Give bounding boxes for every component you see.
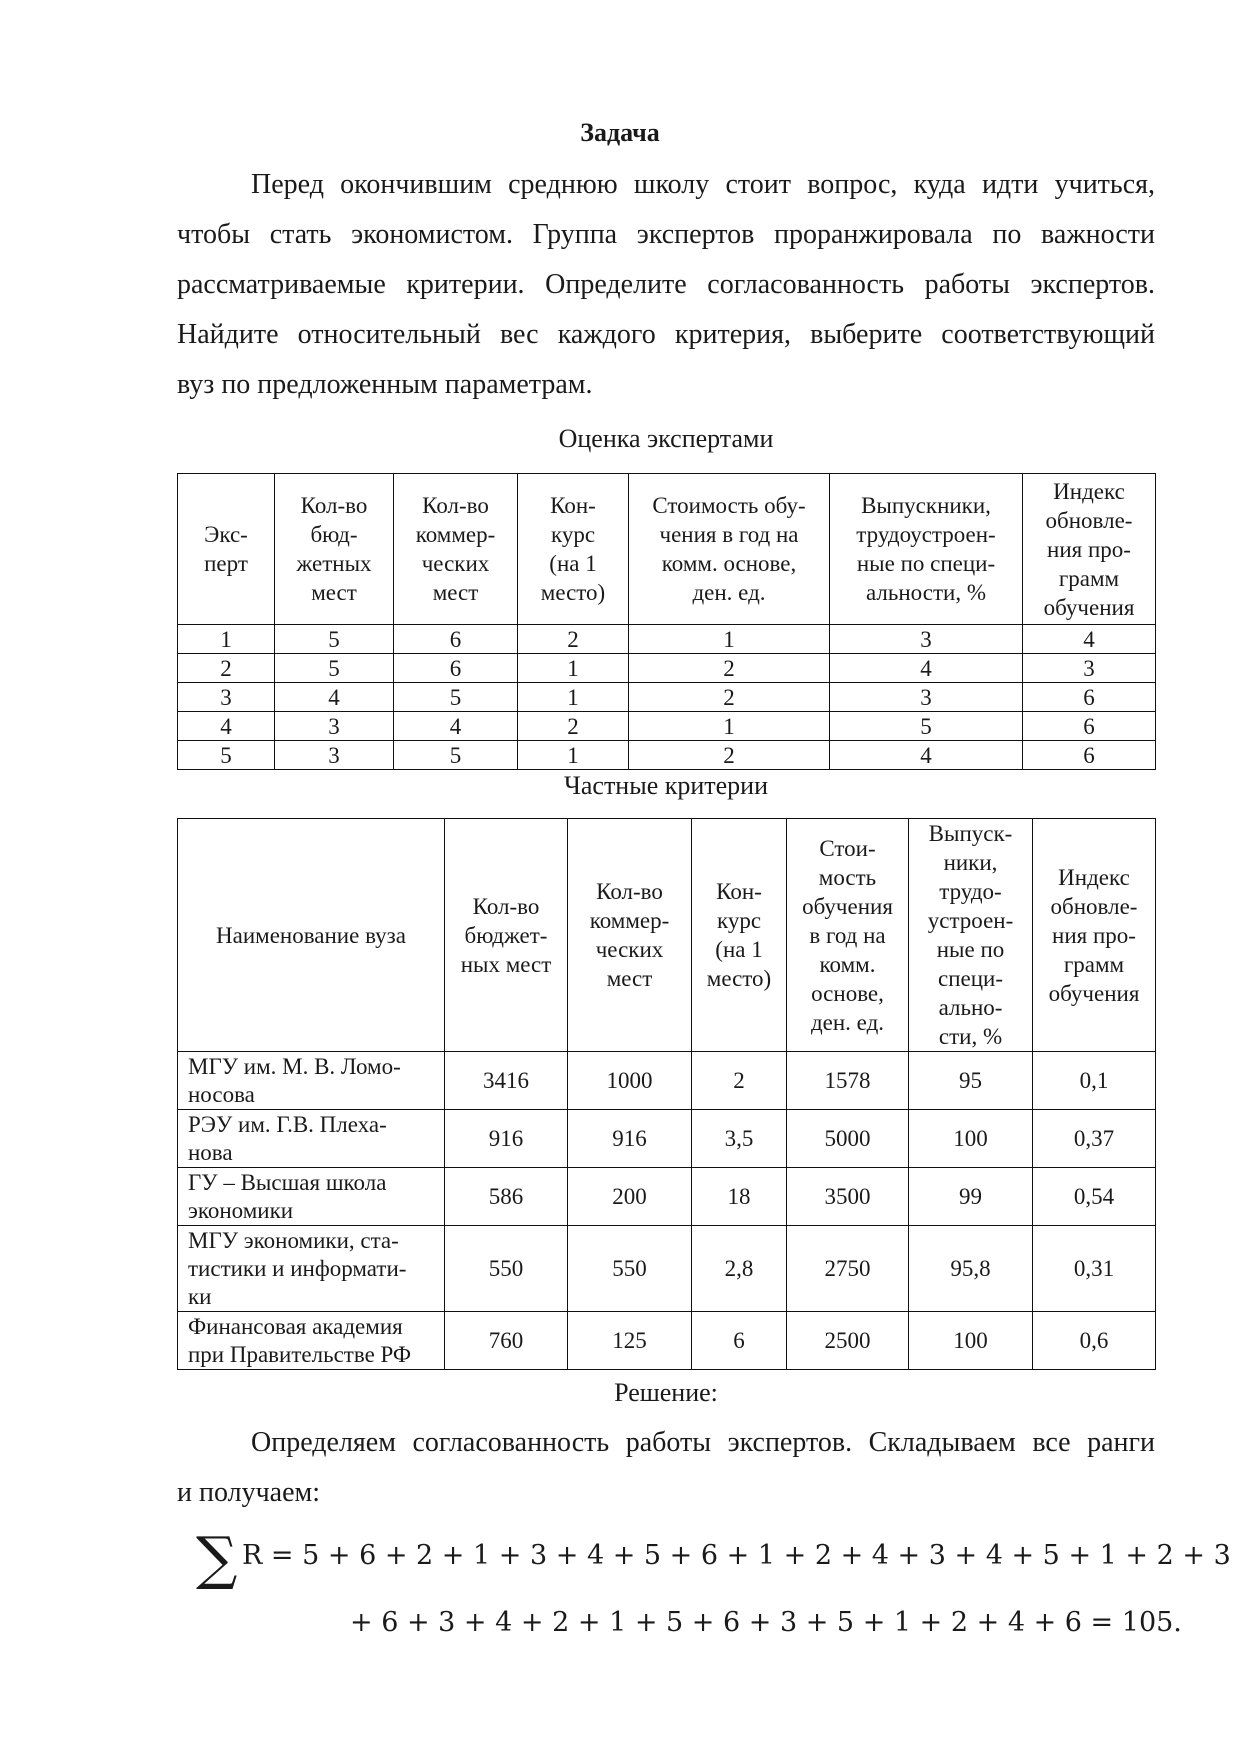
table-cell: 3500 [787,1168,909,1226]
table-row [178,1110,1156,1168]
column-header: Индекс обновле- ния про- грамм обучения [1023,474,1156,625]
table-cell: 2 [518,625,629,654]
table-cell: 6 [1023,741,1156,770]
table-row [178,1226,1156,1312]
column-header: Кон- курс (на 1 место) [692,819,787,1052]
table-cell: 2 [178,654,275,683]
table-cell: 1 [518,654,629,683]
table-cell: 95 [909,1052,1033,1110]
page-title: Задача [580,118,660,147]
table-cell: Финансовая академия при Правительстве РФ [178,1312,445,1370]
table-cell: 1578 [787,1052,909,1110]
table-cell: 5 [275,654,394,683]
intro-line: чтобы стать экономистом. Группа экспертов проранжировала по важности [177,219,1155,250]
table-cell: 6 [394,625,518,654]
column-header: Кол-во коммер- ческих мест [394,474,518,625]
table-cell: 0,1 [1033,1052,1156,1110]
expert-ratings-table [177,473,1156,770]
table-header-row [178,819,1156,1052]
table-cell: 3 [1023,654,1156,683]
column-header: Кол-во коммер- ческих мест [568,819,692,1052]
intro-line: Перед окончившим среднюю школу стоит вопрос, куда идти учиться, [251,169,1155,200]
table-cell: 5 [178,741,275,770]
summation-symbol: ∑ [196,1524,238,1592]
table-cell: 3 [275,741,394,770]
table-cell: МГУ экономики, ста- тистики и информати- ки [178,1226,445,1312]
table-row [178,741,1156,770]
table-cell: 2 [692,1052,787,1110]
table-cell: 95,8 [909,1226,1033,1312]
table-cell: 0,54 [1033,1168,1156,1226]
table-cell: 200 [568,1168,692,1226]
table-cell: 6 [394,654,518,683]
table-cell: 2 [629,683,830,712]
table-cell: 5 [275,625,394,654]
table-cell: 1 [178,625,275,654]
table-cell: 5 [394,683,518,712]
table-cell: 4 [394,712,518,741]
table-cell: 3,5 [692,1110,787,1168]
table-header-row [178,474,1156,625]
table-cell: 2,8 [692,1226,787,1312]
table-cell: 3 [275,712,394,741]
column-header: Экс- перт [178,474,275,625]
table-cell: ГУ – Высшая школа экономики [178,1168,445,1226]
column-header: Индекс обновле- ния про- грамм обучения [1033,819,1156,1052]
intro-paragraph [177,160,1155,410]
table-cell: 586 [445,1168,568,1226]
column-header: Кол-во бюджет- ных мест [445,819,568,1052]
table-row [178,683,1156,712]
solution-line: Определяем согласованность работы экспертов. Складываем все ранги [251,1427,1155,1458]
table-row [178,712,1156,741]
table-cell: 3 [178,683,275,712]
table-cell: 5 [830,712,1023,741]
intro-line: рассматриваемые критерии. Определите согласованность работы экспертов. [177,269,1155,300]
table-cell: 550 [445,1226,568,1312]
column-header: Стоимость обу- чения в год на комм. основе, ден. ед. [629,474,830,625]
table-cell: 916 [445,1110,568,1168]
table-row [178,1052,1156,1110]
table-cell: 5 [394,741,518,770]
table-cell: 2500 [787,1312,909,1370]
table-cell: 1 [629,712,830,741]
table1-caption: Оценка экспертами [558,424,774,453]
table-cell: 18 [692,1168,787,1226]
table-row [178,625,1156,654]
table-cell: 125 [568,1312,692,1370]
table-cell: 100 [909,1110,1033,1168]
column-header: Кон- курс (на 1 место) [518,474,629,625]
table-cell: 2 [629,741,830,770]
table-cell: 5000 [787,1110,909,1168]
table-cell: 6 [692,1312,787,1370]
column-header: Кол-во бюд- жетных мест [275,474,394,625]
column-header: Выпускники, трудоустроен- ные по специ- альности, % [830,474,1023,625]
table-cell: 916 [568,1110,692,1168]
intro-line: вуз по предложенным параметрам. [177,369,593,400]
table-cell: 2 [629,654,830,683]
formula-line-2: + 6 + 3 + 4 + 2 + 1 + 5 + 6 + 3 + 5 + 1 + 2 + 4 + 6 = 105. [350,1607,1182,1638]
table-cell: 0,31 [1033,1226,1156,1312]
table-cell: 3 [830,625,1023,654]
university-criteria-table [177,818,1156,1370]
table-cell: 6 [1023,712,1156,741]
table-cell: 99 [909,1168,1033,1226]
solution-line: и получаем: [177,1477,321,1508]
table-cell: 0,37 [1033,1110,1156,1168]
intro-line: Найдите относительный вес каждого критерия, выберите соответствующий [177,319,1155,350]
table-cell: РЭУ им. Г.В. Плеха- нова [178,1110,445,1168]
table-cell: 1 [518,683,629,712]
table-cell: 0,6 [1033,1312,1156,1370]
table-cell: МГУ им. М. В. Ломо- носова [178,1052,445,1110]
table-row [178,1312,1156,1370]
table-cell: 4 [178,712,275,741]
table-cell: 100 [909,1312,1033,1370]
solution-heading: Решение: [614,1378,718,1407]
table-cell: 4 [275,683,394,712]
column-header: Стои- мость обучения в год на комм. основе, ден. ед. [787,819,909,1052]
table-cell: 3416 [445,1052,568,1110]
table-row [178,1168,1156,1226]
table-cell: 6 [1023,683,1156,712]
table-cell: 550 [568,1226,692,1312]
column-header: Наименование вуза [178,819,445,1052]
table2-caption: Частные критерии [563,771,769,800]
formula-line-1: R = 5 + 6 + 2 + 1 + 3 + 4 + 5 + 6 + 1 + 2 + 4 + 3 + 4 + 5 + 1 + 2 + 3 [242,1540,1231,1571]
table-cell: 2 [518,712,629,741]
table-cell: 1 [518,741,629,770]
table-cell: 3 [830,683,1023,712]
table-cell: 4 [830,654,1023,683]
table-cell: 4 [1023,625,1156,654]
table-cell: 760 [445,1312,568,1370]
table-cell: 1 [629,625,830,654]
table-cell: 1000 [568,1052,692,1110]
table-row [178,654,1156,683]
table-cell: 2750 [787,1226,909,1312]
column-header: Выпуск- ники, трудо- устроен- ные по специ- ально- сти, % [909,819,1033,1052]
table-cell: 4 [830,741,1023,770]
solution-paragraph [177,1418,1155,1518]
